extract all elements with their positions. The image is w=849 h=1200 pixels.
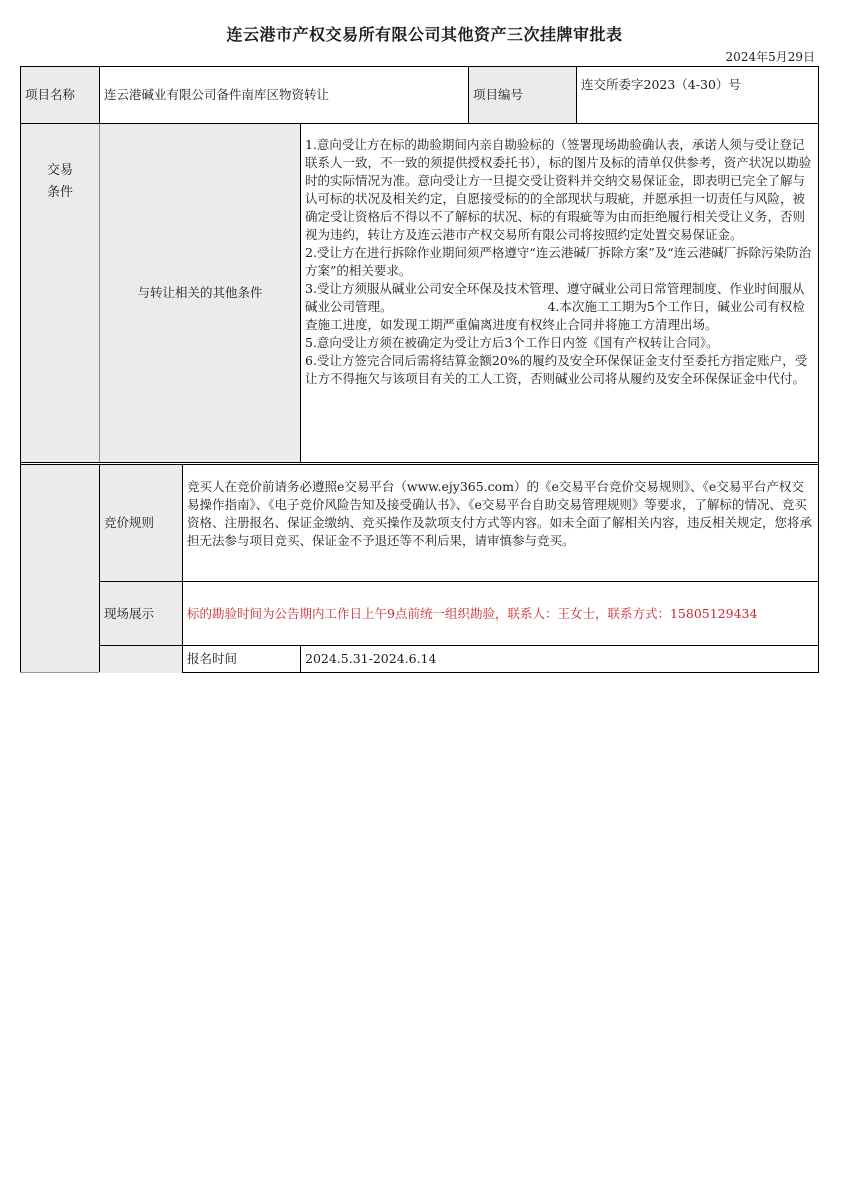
condition-paragraph-3: 3.受让方须服从碱业公司安全环保及技术管理、遵守碱业公司日常管理制度、作业时间服从碱业公司管理。 4.本次施工工期为5个工作日，碱业公司有权检查施工进度，如发现工期严重偏离进度有权终止合同并将施工方清理出场。	[305, 281, 805, 332]
condition-paragraph-2: 2.受让方在进行拆除作业期间须严格遵守“连云港碱厂拆除方案”及“连云港碱厂拆除污染防治方案”的相关要求。	[305, 245, 812, 278]
trade-conditions-label	[21, 160, 99, 204]
project-name-value: 连云港碱业有限公司备件南库区物资转让	[104, 87, 330, 102]
site-display-label: 现场展示	[104, 605, 155, 621]
bidding-rules-label: 竞价规则	[104, 515, 155, 530]
project-no-label: 项目编号	[473, 87, 524, 102]
project-no-value: 连交所委字2023（4-30）号	[581, 77, 741, 92]
project-name-label: 项目名称	[25, 87, 76, 102]
trade-conditions-label-line1: 交易	[46, 163, 73, 178]
page-title: 连云港市产权交易所有限公司其他资产三次挂牌审批表	[226, 25, 623, 44]
site-display-text: 标的勘验时间为公告期内工作日上午9点前统一组织勘验，联系人：王女士，联系方式：15805129434	[187, 605, 758, 621]
date: 2024年5月29日	[725, 50, 815, 64]
conditions-text	[301, 136, 818, 388]
trade-conditions-label-line2: 条件	[46, 185, 73, 200]
condition-paragraph-6: 6.受让方签完合同后需将结算金额20%的履约及安全环保保证金支付至委托方指定账户，受让方不得拖欠与该项目有关的工人工资，否则碱业公司将从履约及安全环保保证金中代付。	[305, 353, 808, 386]
signup-time-value: 2024.5.31-2024.6.14	[305, 651, 437, 666]
condition-paragraph-1: 1.意向受让方在标的勘验期间内亲自勘验标的（签署现场勘验确认表，承诺人须与受让登记联系人一致，不一致的须提供授权委托书），标的图片及标的清单仅供参考，资产状况以勘验时的实际情况为准。意向受让方一旦提交受让资料并交纳交易保证金，即表明已完全了解与认可标的状况及相关约定，自愿接受标的的全部现状与瑕疵，并愿承担一切责任与风险，被确定受让资格后不得以不了解标的状况、标的有瑕疵等为由而拒绝履行相关受让义务，否则视为违约，转让方及连云港市产权交易所有限公司将按照约定处置交易保证金。	[305, 137, 812, 242]
bidding-rules-text: 竞买人在竞价前请务必遵照e交易平台（www.ejy365.com）的《e交易平台竞价交易规则》、《e交易平台产权交易操作指南》、《电子竞价风险告知及接受确认书》、《e交易平台自助交易管理规则》等要求，了解标的情况、竞买资格、注册报名、保证金缴纳、竞买操作及款项支付方式等内容。如未全面了解相关内容，违反相关规定，您将承担无法参与项目竞买、保证金不予退还等不利后果，请审慎参与竞买。	[187, 479, 813, 548]
signup-time-label: 报名时间	[187, 651, 238, 666]
other-conditions-label: 与转让相关的其他条件	[137, 285, 263, 300]
condition-paragraph-5: 5.意向受让方须在被确定为受让方后3个工作日内签《国有产权转让合同》。	[305, 335, 719, 350]
